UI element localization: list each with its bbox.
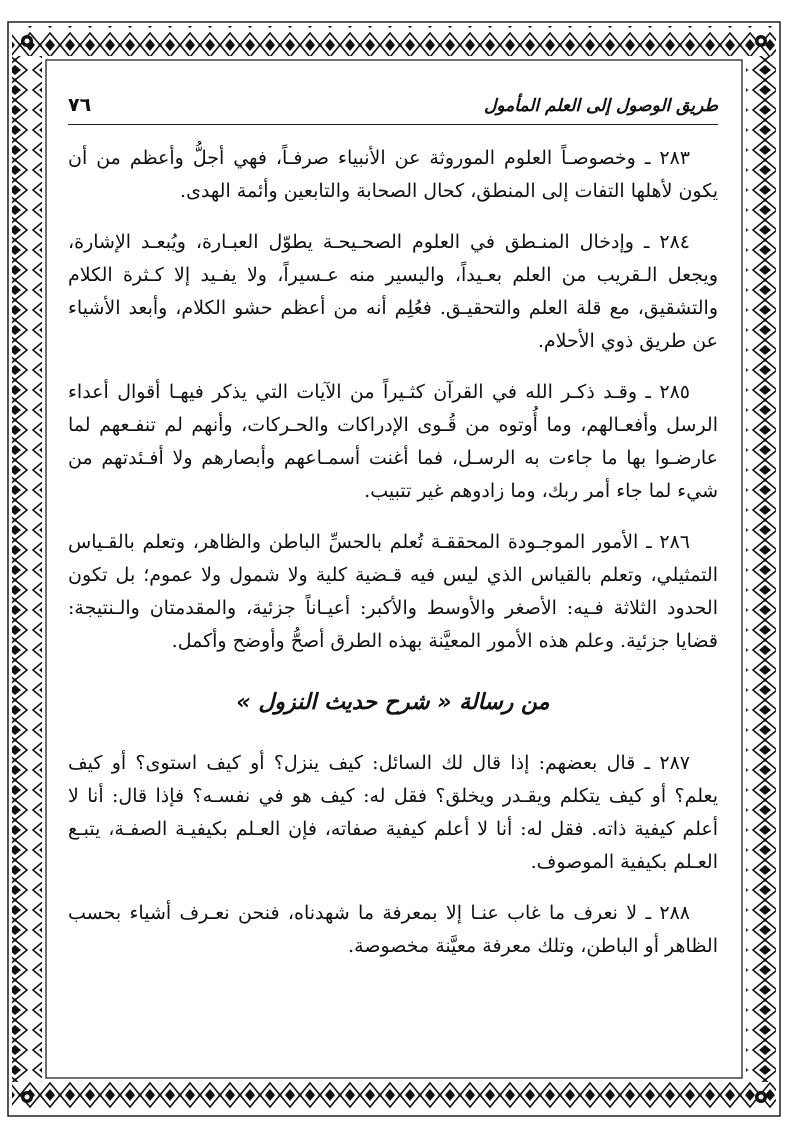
paragraph-285: ٢٨٥ ـ وقـد ذكـر الله في القرآن كثـيراً من الآيات التي يذكر فيهـا أقوال أعداء الرسل وأفعـالهم، وما أُوتوه من قُـوى الإدراكات والحـركات، وأنهم لم تنفـعهم لما عارضـوا بها ما جاءت به الرسـل، فما أغنت أسمـاعهم وأبصارهم ولا أفـئدتهم من شيء لما جاء أمر ربك، وما زادوهم غير تتبيب.: [68, 381, 718, 502]
paragraph-286: ٢٨٦ ـ الأمور الموجـودة المحققـة تُعلم بالحسِّ الباطن والظاهر، وتعلم بالقـياس التمثيلي، وتعلم بالقياس الذي ليس فيه قـضية كلية ولا شمول ولا عموم؛ بل تكون الحدود الثلاثة فـيه: الأصغر والأوسط والأكبر: أعيـاناً جزئية، والمقدمتان والـنتيجة: قضايا جزئية. وعلم هذه الأمور المعيَّنة بهذه الطرق أصحُّ وأوضح وأكمل.: [68, 531, 718, 652]
body-text: [68, 142, 718, 981]
book-title: طريق الوصول إلى العلم المأمول: [483, 96, 718, 116]
paragraph-288: ٢٨٨ ـ لا نعرف ما غاب عنـا إلا بمعرفة ما شهدناه، فنحن نعـرف أشياء بحسب الظاهر أو الباطن، وتلك معرفة معيَّنة مخصوصة.: [68, 902, 718, 957]
paragraph-283: ٢٨٣ ـ وخصوصـاً العلوم الموروثة عن الأنبياء صرفـاً، فهي أجلُّ وأعظم من أن يكون لأهلها التفات إلى المنطق، كحال الصحابة والتابعين وأئمة الهدى.: [68, 147, 718, 202]
page-number: ٧٦: [68, 94, 92, 116]
section-heading: من رسالة « شرح حديث النزول »: [236, 690, 550, 715]
header-rule: [68, 124, 718, 125]
running-header: [68, 92, 718, 130]
page-content: [68, 92, 718, 1062]
paragraph-287: ٢٨٧ ـ قال بعضهم: إذا قال لك السائل: كيف ينزل؟ أو كيف استوى؟ أو كيف يعلم؟ أو كيف يتكلم ويقـدر ويخلق؟ فقل له: كيف هو في نفسـه؟ فإذا قال: أنا لا أعلم كيفية ذاته. فقل له: أنا لا أعلم كيفية صفاته، فإن العـلم بكيفيـة الصفـة، يتبـع العـلم بكيفية الموصوف.: [68, 752, 718, 873]
paragraph-284: ٢٨٤ ـ وإدخال المنـطق في العلوم الصحـيحـة يطوّل العبـارة، ويُبعـد الإشارة، ويجعل الـقريب من العلم بعـيداً، واليسير منه عـسيراً، ولا يفـيد إلا كـثرة الكلام والتشقيق، مع قلة العلم والتحقيـق. فعُلِم أنه من أعظم حشو الكلام، وأبعد الأشياء عن طريق ذوي الأحلام.: [68, 231, 718, 352]
